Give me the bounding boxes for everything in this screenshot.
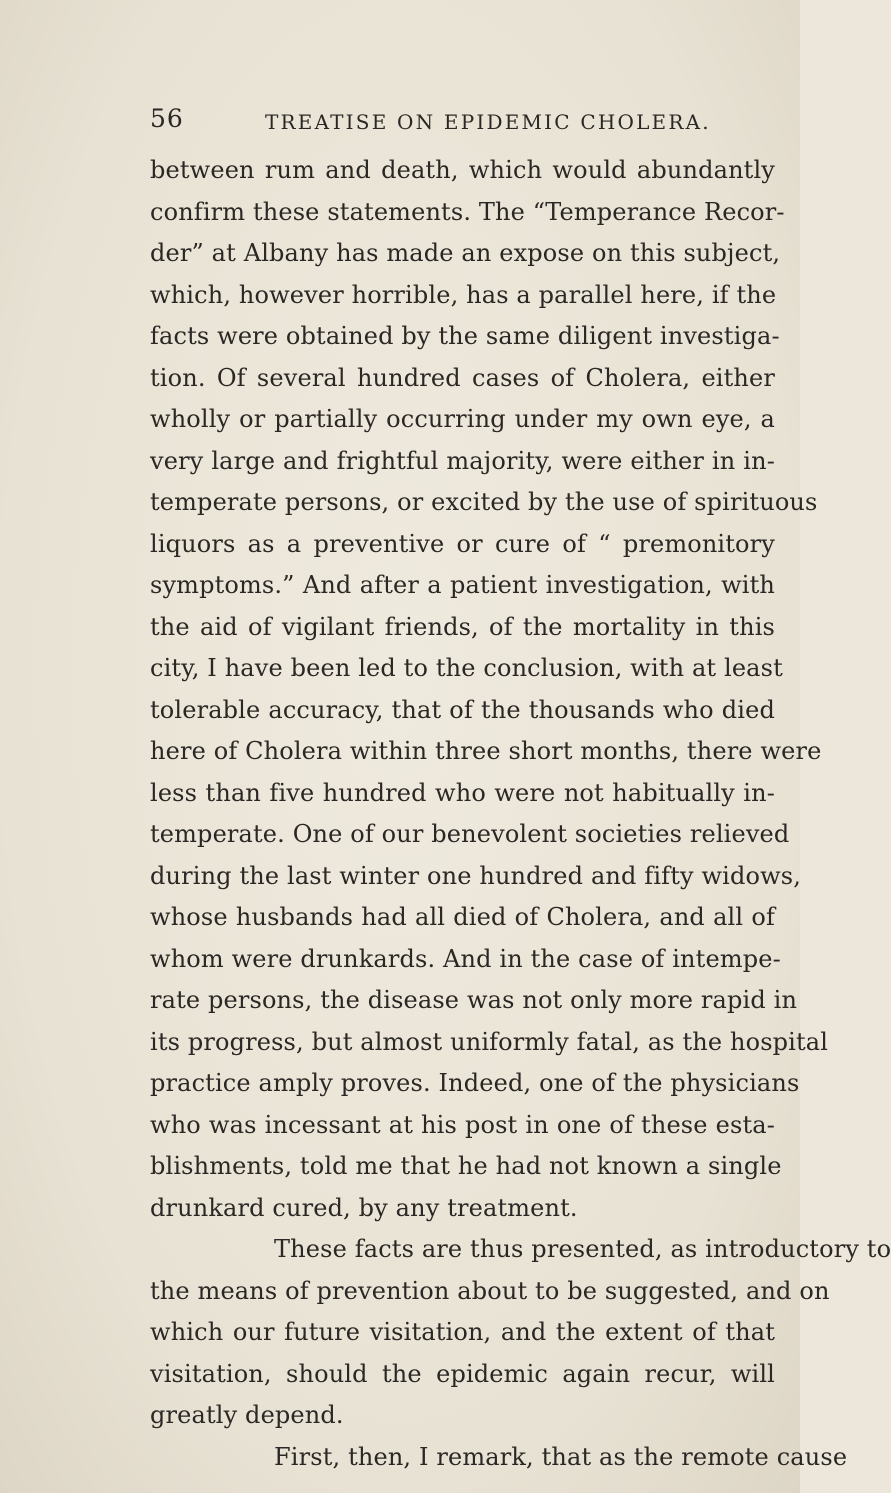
text-line: here of Cholera within three short months, there were [150, 737, 822, 765]
text-line: temperate persons, or excited by the use of spirituous [150, 488, 818, 516]
text-line: liquors as a preventive or cure of “ premonitory [150, 529, 775, 558]
text-line: whose husbands had all died of Cholera, and all of [150, 903, 775, 931]
text-line: whom were drunkards. And in the case of intempe- [150, 944, 781, 973]
text-line: its progress, but almost uniformly fatal, as the hospital [150, 1027, 829, 1056]
text-line: during the last winter one hundred and fifty widows, [150, 861, 802, 890]
paragraph-start-line: First, then, I remark, that as the remote cause [274, 1442, 848, 1471]
text-line: wholly or partially occurring under my own eye, a [150, 405, 775, 433]
text-line: which our future visitation, and the extent of that [150, 1318, 775, 1346]
page-header [150, 104, 710, 144]
text-line: the aid of vigilant friends, of the mortality in this [150, 612, 775, 641]
text-line: the means of prevention about to be suggested, and on [150, 1276, 830, 1305]
text-line: very large and frightful majority, were either in in- [150, 446, 775, 475]
text-line: visitation, should the epidemic again recur, will [150, 1359, 775, 1388]
paragraph-start-line: These facts are thus presented, as introductory to [274, 1235, 891, 1263]
page-number: 56 [150, 104, 184, 133]
text-line: practice amply proves. Indeed, one of the physicians [150, 1069, 800, 1097]
text-line: who was incessant at his post in one of these esta- [150, 1110, 775, 1139]
text-line: city, I have been led to the conclusion, with at least [150, 654, 783, 682]
text-line: between rum and death, which would abundantly [150, 156, 775, 184]
text-line: facts were obtained by the same diligent investiga- [150, 322, 780, 350]
text-line: temperate. One of our benevolent societies relieved [150, 820, 790, 848]
text-line: drunkard cured, by any treatment. [150, 1193, 578, 1222]
text-line: der” at Albany has made an expose on this subject, [150, 239, 781, 267]
running-title: TREATISE ON EPIDEMIC CHOLERA. [265, 110, 711, 134]
text-line: which, however horrible, has a parallel here, if the [150, 280, 777, 309]
text-line: greatly depend. [150, 1401, 344, 1429]
text-line: tion. Of several hundred cases of Cholera, either [150, 363, 775, 392]
text-line: less than five hundred who were not habitually in- [150, 778, 775, 807]
body-text [150, 150, 891, 1478]
text-line: symptoms.” And after a patient investigation, with [150, 571, 775, 599]
text-line: rate persons, the disease was not only more rapid in [150, 986, 798, 1014]
text-line: tolerable accuracy, that of the thousands who died [150, 695, 775, 724]
text-line: confirm these statements. The “Temperance Recor- [150, 197, 785, 226]
text-line: blishments, told me that he had not known a single [150, 1152, 782, 1180]
